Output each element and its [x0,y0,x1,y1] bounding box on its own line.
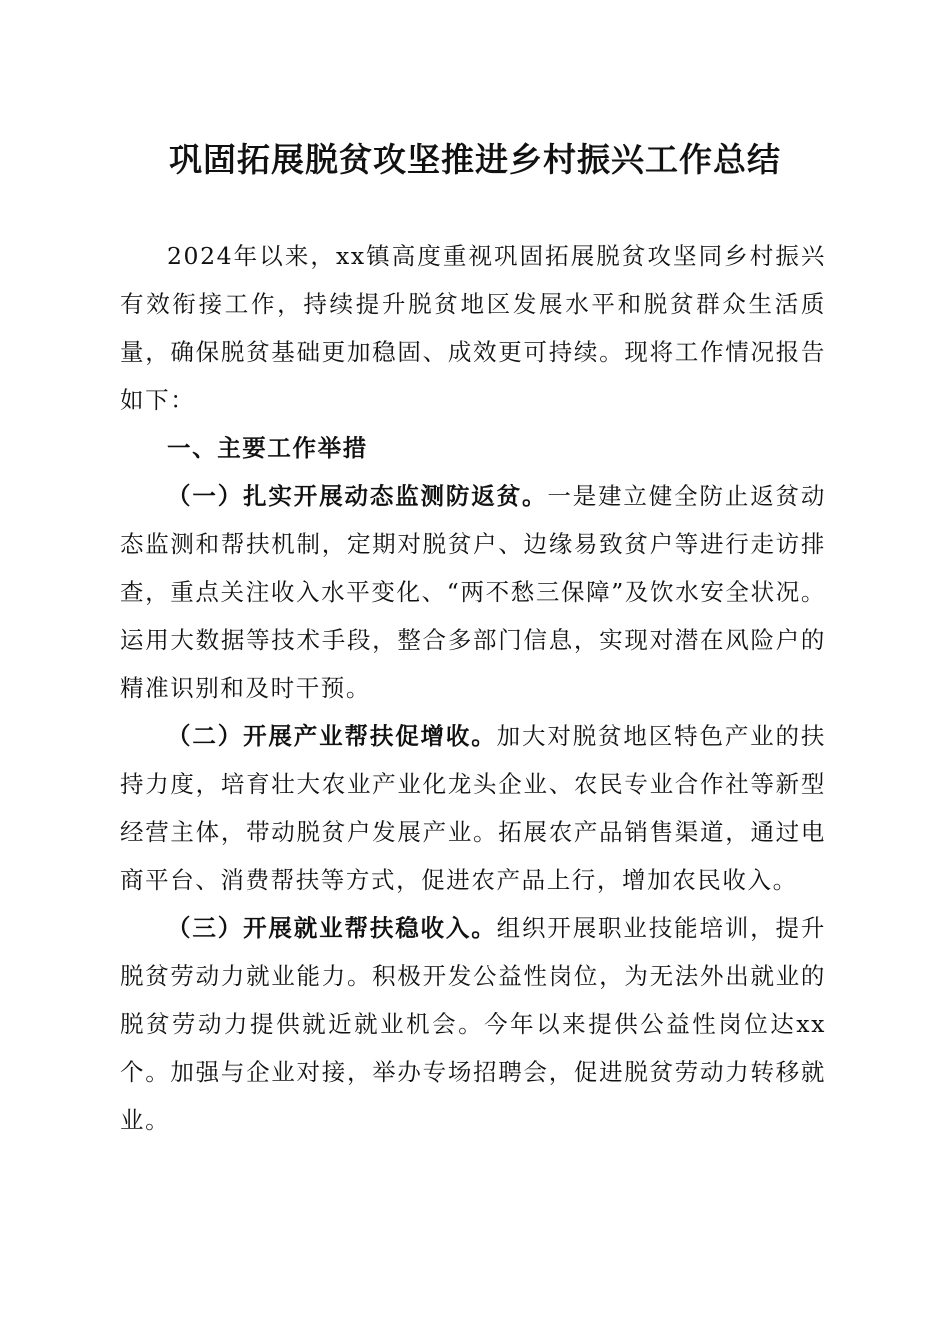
document-title: 巩固拓展脱贫攻坚推进乡村振兴工作总结 [169,140,781,179]
measure-subheading-2: （二）开展产业帮扶促增收。 [167,722,497,750]
measure-subheading-1: （一）扎实开展动态监测防返贫。 [167,482,548,510]
measure-text-3: 组织开展职业技能培训，提升脱贫劳动力就业能力。积极开发公益性岗位，为无法外出就业的脱贫劳动力提供就近就业机会。今年以来提供公益性岗位达xx个。加强与企业对接，举办专场招聘会，促进脱贫劳动力转移就业。 [120,914,826,1134]
measure-subheading-3: （三）开展就业帮扶稳收入。 [167,914,497,942]
measure-text-2: 加大对脱贫地区特色产业的扶持力度，培育壮大农业产业化龙头企业、农民专业合作社等新型经营主体，带动脱贫户发展产业。拓展农产品销售渠道，通过电商平台、消费帮扶等方式，促进农产品上行，增加农民收入。 [120,722,826,894]
measure-paragraph-1 [120,472,826,712]
intro-paragraph: 2024年以来，xx镇高度重视巩固拓展脱贫攻坚同乡村振兴有效衔接工作，持续提升脱贫地区发展水平和脱贫群众生活质量，确保脱贫基础更加稳固、成效更可持续。现将工作情况报告如下： [120,242,826,414]
measure-paragraph-3 [120,904,826,1144]
section-heading-main-measures: 一、主要工作举措 [167,434,368,462]
measure-paragraph-2 [120,712,826,904]
document-body [120,232,826,1144]
measure-text-1: 一是建立健全防止返贫动态监测和帮扶机制，定期对脱贫户、边缘易致贫户等进行走访排查，重点关注收入水平变化、“两不愁三保障”及饮水安全状况。运用大数据等技术手段，整合多部门信息，实现对潜在风险户的精准识别和及时干预。 [120,482,826,702]
